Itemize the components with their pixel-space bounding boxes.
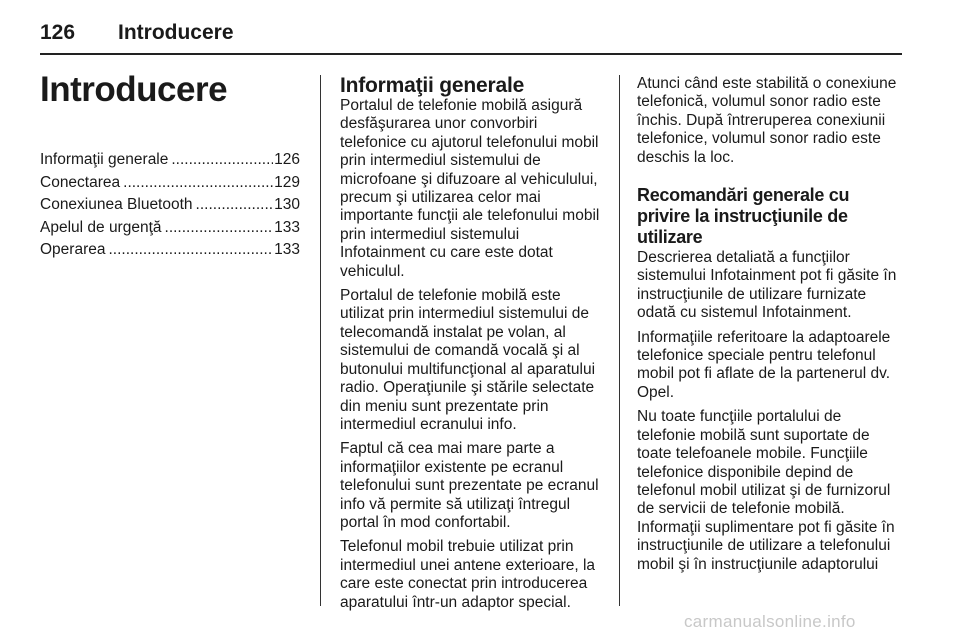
page-header: [40, 17, 902, 55]
page-number: 126: [40, 21, 76, 44]
toc-item-label: Conectarea: [40, 173, 121, 191]
toc-item-label: Operarea: [40, 241, 106, 259]
chapter-title: Introducere: [40, 70, 228, 109]
toc-item-label: Apelul de urgenţă: [40, 218, 162, 236]
body-paragraph: Portalul de telefonie mobilă asigură desfăşurarea unor convorbiri telefonice cu ajutorul telefonului mobil prin intermediul sistemului de microfoane şi difuzoare al vehiculului, precum şi utilizarea celor mai importante funcţii ale telefonului mobil prin intermediul sistemului Infotainment cu care este dotat vehiculul.: [340, 97, 600, 280]
body-paragraph: Descrierea detaliată a funcţiilor sistemului Infotainment pot fi găsite în instrucţiunile de utilizare furnizate odată cu sistemul Infotainment.: [637, 249, 897, 322]
body-paragraph: Nu toate funcţiile portalului de telefonie mobilă sunt suportate de toate telefoanele mobile. Funcţiile telefonice disponibile depind de telefonul mobil utilizat şi de furnizorul de servicii de telefonie mobilă. Informaţii suplimentare pot fi găsite în instrucţiunile de utilizare a telefonului mobil şi în instrucţiunile adaptorului: [637, 408, 895, 573]
watermark: carmanualsonline.info: [684, 612, 856, 631]
body-paragraph: Atunci când este stabilită o conexiune telefonică, volumul sonor radio este închis. După întreruperea conexiunii telefonice, volumul sonor radio este deschis la loc.: [637, 75, 897, 166]
body-paragraph: Telefonul mobil trebuie utilizat prin intermediul unei antene exterioare, la care este conectat prin introducerea aparatului într-un adaptor special.: [340, 538, 596, 611]
toc-item[interactable]: [40, 217, 300, 240]
toc-item-page: 133: [274, 218, 300, 236]
running-title: Introducere: [118, 21, 234, 44]
toc-leader-dots: [108, 239, 273, 262]
body-paragraph: Portalul de telefonie mobilă este utilizat prin intermediul sistemului de telecomandă instalat pe volan, al sistemului de comandă vocală şi al butonului multifuncţional al aparatului radio. Operaţiunile şi stările selectate din meniu sunt prezentate prin intermediul ecranului info.: [340, 287, 596, 433]
toc-leader-dots: [123, 172, 273, 195]
right-column: [637, 75, 902, 580]
toc-leader-dots: [196, 194, 274, 217]
toc-item-page: 130: [274, 196, 300, 214]
toc-item-label: Conexiunea Bluetooth: [40, 196, 193, 214]
column-divider: [320, 75, 321, 606]
toc-item-page: 133: [274, 241, 300, 259]
body-paragraph: Informaţiile referitoare la adaptoarele telefonice speciale pentru telefonul mobil pot fi aflate de la partenerul dv. Opel.: [637, 328, 891, 401]
column-divider: [619, 75, 620, 606]
toc-item-label: Informaţii generale: [40, 151, 169, 168]
toc-item[interactable]: [40, 194, 300, 217]
subsection-title: Recomandări generale cu privire la instrucţiunile de utilizare: [637, 185, 850, 248]
toc-item[interactable]: [40, 239, 300, 262]
toc-item[interactable]: [40, 149, 300, 172]
body-paragraph: Faptul că cea mai mare parte a informaţiilor existente pe ecranul telefonului sunt prezentate pe ecranul info vă permite să utilizaţi întregul portal în mod confortabil.: [340, 440, 599, 531]
toc-item[interactable]: [40, 172, 300, 195]
toc-item-page: 126: [274, 151, 300, 168]
section-general-info: [340, 75, 603, 618]
section-title: Informaţii generale: [340, 74, 525, 97]
toc-item-page: 129: [274, 173, 300, 191]
toc-leader-dots: [171, 149, 273, 172]
table-of-contents: [40, 149, 300, 262]
toc-leader-dots: [165, 217, 274, 240]
